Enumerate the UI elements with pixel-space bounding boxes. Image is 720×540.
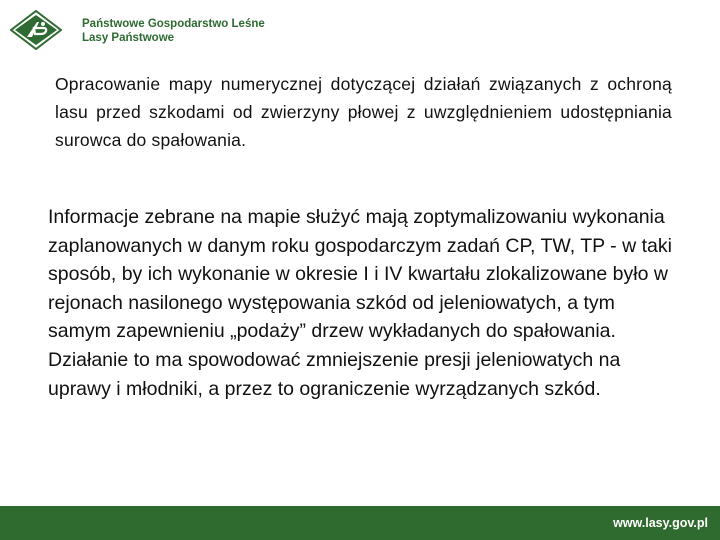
lasy-panstwowe-logo xyxy=(10,10,62,50)
website-link[interactable]: www.lasy.gov.pl xyxy=(613,516,708,530)
footer-bar xyxy=(0,506,720,540)
body-paragraph: Informacje zebrane na mapie służyć mają zoptymalizowaniu wykonania zaplanowanych w danym roku gospodarczym zadań CP, TW, TP - w taki sposób, by ich wykonanie w okresie I i IV kwartału zlokalizowane było w rejonach nasilonego występowania szkód od jeleniowatych, a tym samym zapewnieniu „podaży” drzew wykładanych do spałowania. Działanie to ma spowodować zmniejszenie presji jeleniowatych na uprawy i młodniki, a przez to ograniczenie wyrządzanych szkód. xyxy=(48,206,672,400)
organization-name xyxy=(82,17,265,45)
org-name-line2: Lasy Państwowe xyxy=(82,32,175,44)
org-name-line1: Państwowe Gospodarstwo Leśne xyxy=(82,18,265,30)
header xyxy=(10,10,710,50)
intro-paragraph: Opracowanie mapy numerycznej dotyczącej działań związanych z ochroną lasu przed szkodami od zwierzyny płowej z uwzględnieniem udostępniania surowca do spałowania. xyxy=(55,74,672,150)
